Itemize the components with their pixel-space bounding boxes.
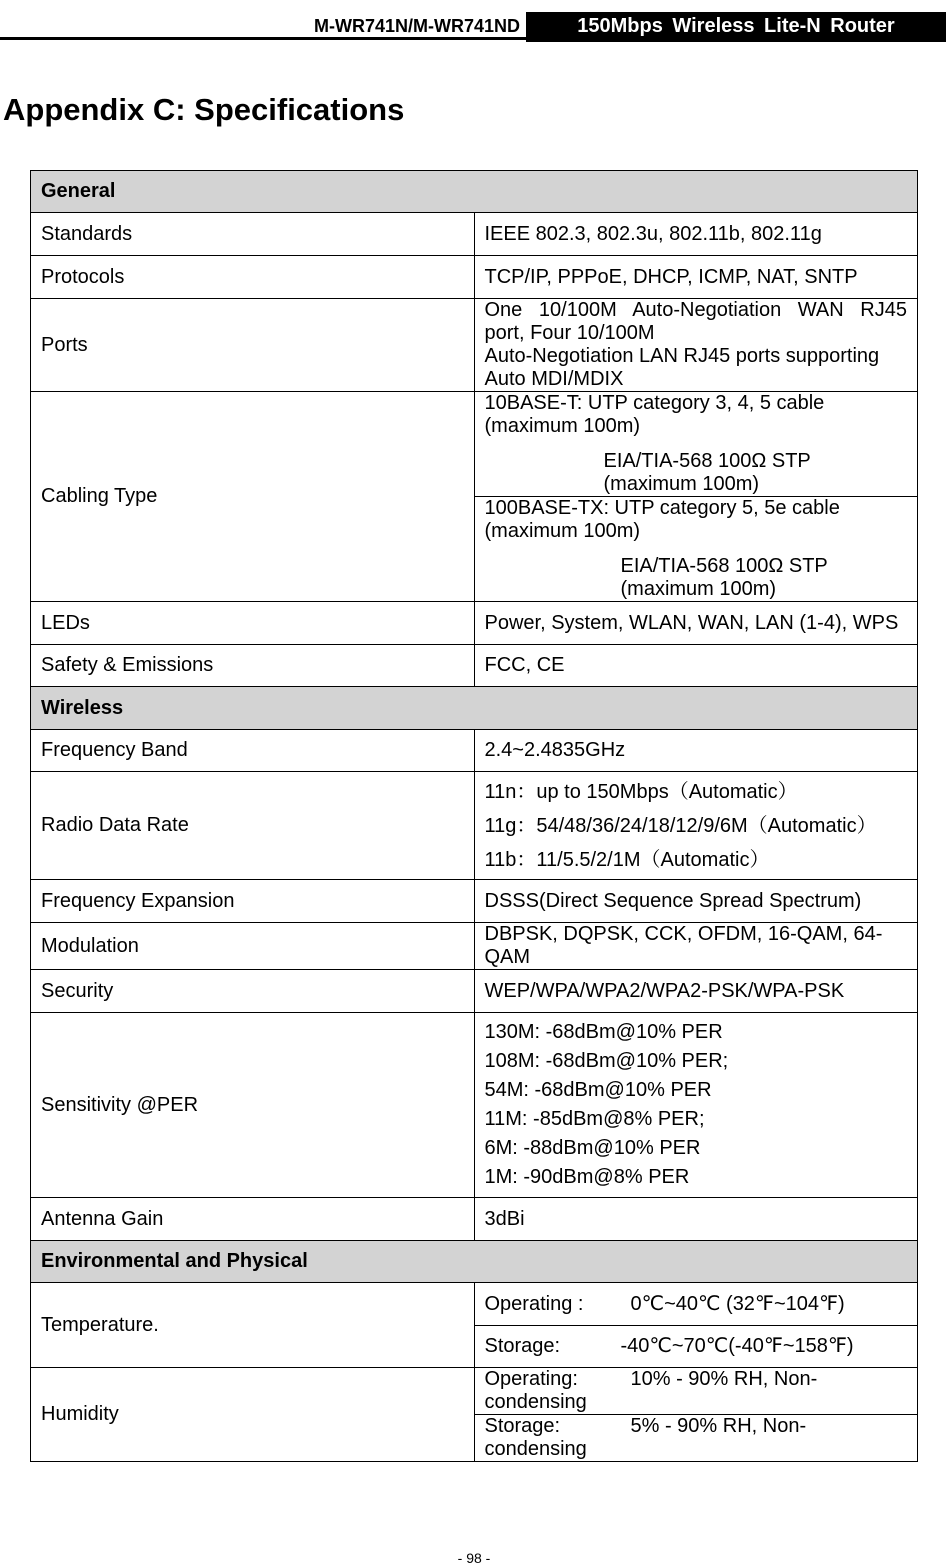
row-value: Power, System, WLAN, WAN, LAN (1-4), WPS bbox=[474, 602, 918, 645]
row-label: Frequency Expansion bbox=[31, 880, 475, 923]
row-value-line: Auto-Negotiation LAN RJ45 ports supporting Auto MDI/MDIX bbox=[484, 345, 880, 390]
row-value-line: One 10/100M Auto-Negotiation WAN RJ45 port, Four 10/100M bbox=[484, 299, 907, 344]
row-value-line: 11n：up to 150Mbps（Automatic） bbox=[484, 780, 798, 803]
row-label: Antenna Gain bbox=[31, 1198, 475, 1241]
row-value-line: 10BASE-T: UTP category 3, 4, 5 cable (maximum 100m) bbox=[484, 392, 825, 437]
table-row bbox=[31, 213, 918, 256]
table-row bbox=[31, 602, 918, 645]
section-environmental bbox=[31, 1241, 918, 1283]
row-value-line: 11M: -85dBm@8% PER; bbox=[484, 1108, 705, 1130]
row-value-line: 130M: -68dBm@10% PER bbox=[484, 1021, 723, 1043]
sub-label: Storage: bbox=[484, 1335, 561, 1357]
table-row bbox=[31, 1368, 918, 1415]
table-row bbox=[31, 923, 918, 970]
table-row bbox=[31, 392, 918, 497]
table-row bbox=[31, 645, 918, 687]
page-number: - 98 - bbox=[457, 1550, 491, 1566]
row-value bbox=[474, 1326, 918, 1368]
row-label: Safety & Emissions bbox=[31, 645, 475, 687]
row-value: FCC, CE bbox=[474, 645, 918, 687]
row-value-line: 108M: -68dBm@10% PER; bbox=[484, 1050, 729, 1072]
section-wireless bbox=[31, 687, 918, 730]
table-row bbox=[31, 1013, 918, 1198]
page-header bbox=[0, 12, 948, 42]
row-value: IEEE 802.3, 802.3u, 802.11b, 802.11g bbox=[474, 213, 918, 256]
row-value-line: 11b：11/5.5/2/1M（Automatic） bbox=[484, 848, 770, 871]
row-value bbox=[474, 392, 918, 497]
row-label: Cabling Type bbox=[31, 392, 475, 602]
table-row bbox=[31, 299, 918, 392]
section-heading: Environmental and Physical bbox=[31, 1241, 918, 1283]
row-label: LEDs bbox=[31, 602, 475, 645]
section-heading: Wireless bbox=[31, 687, 918, 730]
table-row bbox=[31, 970, 918, 1013]
row-label: Ports bbox=[31, 299, 475, 392]
table-row bbox=[31, 1198, 918, 1241]
model-name: M-WR741N/M-WR741ND bbox=[0, 12, 526, 40]
row-value bbox=[474, 1415, 918, 1462]
section-general bbox=[31, 171, 918, 213]
table-row bbox=[31, 772, 918, 880]
row-label: Temperature. bbox=[31, 1283, 475, 1368]
row-label: Radio Data Rate bbox=[31, 772, 475, 880]
sub-value: 5% - 90% RH, Non-condensing bbox=[484, 1415, 807, 1460]
row-label: Protocols bbox=[31, 256, 475, 299]
specifications-table bbox=[30, 170, 918, 1462]
product-name: 150Mbps Wireless Lite-N Router bbox=[526, 12, 946, 42]
row-label: Standards bbox=[31, 213, 475, 256]
row-value-line: 1M: -90dBm@8% PER bbox=[484, 1166, 690, 1188]
row-label: Modulation bbox=[31, 923, 475, 970]
row-value-line: EIA/TIA-568 100Ω STP (maximum 100m) bbox=[603, 450, 811, 495]
section-heading: General bbox=[31, 171, 918, 213]
row-value bbox=[474, 299, 918, 392]
table-row bbox=[31, 730, 918, 772]
row-label: Security bbox=[31, 970, 475, 1013]
row-value bbox=[474, 1013, 918, 1198]
row-value bbox=[474, 1368, 918, 1415]
row-value: DSSS(Direct Sequence Spread Spectrum) bbox=[474, 880, 918, 923]
sub-value: -40℃~70℃(-40℉~158℉) bbox=[620, 1335, 854, 1357]
row-value: WEP/WPA/WPA2/WPA2-PSK/WPA-PSK bbox=[474, 970, 918, 1013]
row-label: Frequency Band bbox=[31, 730, 475, 772]
row-value bbox=[474, 772, 918, 880]
sub-label: Operating: bbox=[484, 1368, 578, 1390]
row-value: 2.4~2.4835GHz bbox=[474, 730, 918, 772]
row-value-line: 6M: -88dBm@10% PER bbox=[484, 1137, 701, 1159]
row-value-line: EIA/TIA-568 100Ω STP (maximum 100m) bbox=[620, 555, 828, 600]
table-row bbox=[31, 880, 918, 923]
table-row bbox=[31, 256, 918, 299]
row-value-line: 54M: -68dBm@10% PER bbox=[484, 1079, 712, 1101]
row-value-line: 11g：54/48/36/24/18/12/9/6M（Automatic） bbox=[484, 814, 877, 837]
sub-label: Operating : bbox=[484, 1292, 584, 1315]
sub-value: 0℃~40℃ (32℉~104℉) bbox=[630, 1292, 845, 1315]
page-title: Appendix C: Specifications bbox=[3, 92, 405, 127]
row-label: Sensitivity @PER bbox=[31, 1013, 475, 1198]
row-value: DBPSK, DQPSK, CCK, OFDM, 16-QAM, 64-QAM bbox=[474, 923, 918, 970]
sub-value: 10% - 90% RH, Non-condensing bbox=[484, 1368, 818, 1413]
row-value-line: 100BASE-TX: UTP category 5, 5e cable (maximum 100m) bbox=[484, 497, 840, 542]
row-value bbox=[474, 1283, 918, 1326]
row-label: Humidity bbox=[31, 1368, 475, 1462]
row-value: TCP/IP, PPPoE, DHCP, ICMP, NAT, SNTP bbox=[474, 256, 918, 299]
row-value: 3dBi bbox=[474, 1198, 918, 1241]
table-row bbox=[31, 1283, 918, 1326]
row-value bbox=[474, 497, 918, 602]
sub-label: Storage: bbox=[484, 1415, 561, 1437]
